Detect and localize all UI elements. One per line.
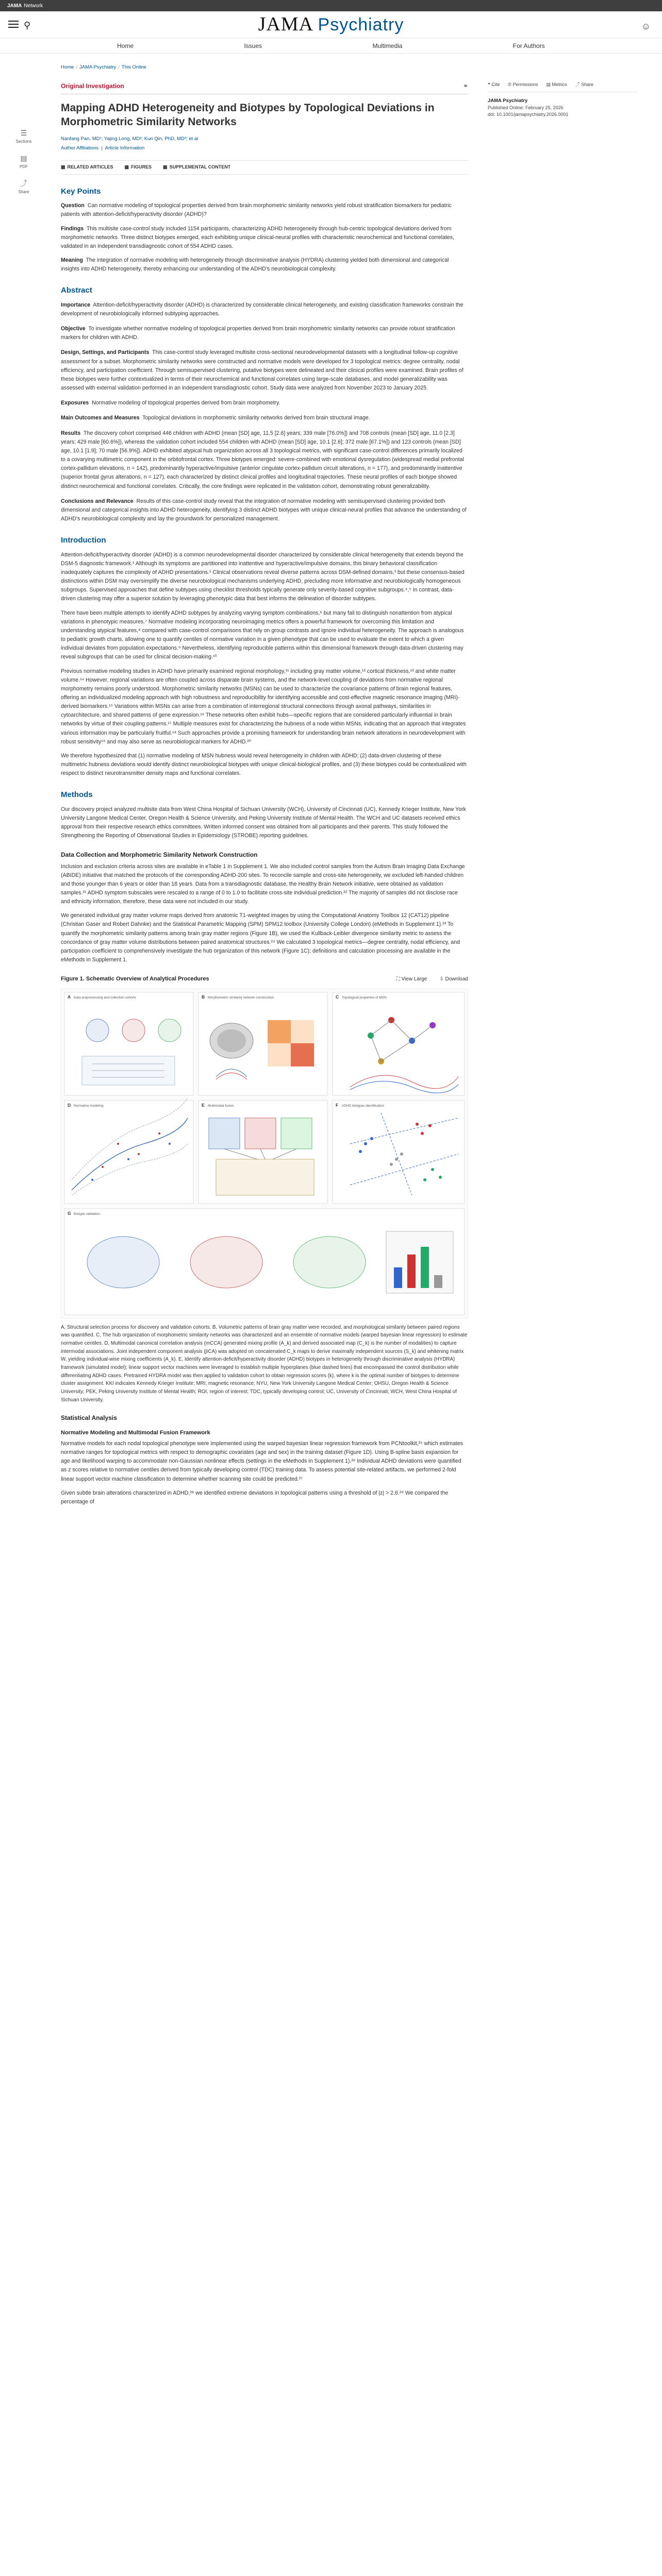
tab-figures[interactable]: ▦ FIGURES — [125, 164, 152, 171]
panel-a-letter: A — [68, 994, 71, 999]
article-tabs — [61, 160, 468, 175]
panel-f-label: ADHD biotypes identification — [342, 1104, 385, 1108]
nav-home[interactable]: Home — [117, 42, 134, 49]
normative-modeling-subheading: Normative Modeling and Multimodal Fusion Framework — [61, 1430, 210, 1436]
abstract-objective: Objective To investigate whether normative modeling of topological properties derived from brain morphometric similarity networks can provide robust stratification markers for children with ADHD. — [61, 326, 455, 341]
figure1-title: Figure 1. Schematic Overview of Analytical Procedures — [61, 976, 209, 982]
abstract-conclusions: Conclusions and Relevance Results of this case-control study reveal that the integration of normative modeling with semisupervised clustering provided both dimensional and categorical insights into ADHD heterogeneity, identifying 3 distinct ADHD biotypes with unique clinical-neural profiles that advance the understanding of ADHD's neurobiological complexity and lay the groundwork for personalized management. — [61, 498, 467, 522]
article-type: Original Investigation ⚭ — [61, 81, 468, 94]
abstract-outcomes: Main Outcomes and Measures Topological deviations in morphometric similarity networks derived from brain structural image. — [61, 415, 370, 421]
author-affiliations-link[interactable]: Author Affiliations — [61, 145, 99, 151]
figures-icon: ▦ — [124, 164, 129, 170]
network-suffix: Network — [24, 3, 43, 9]
methods-paragraph: Given subtle brain alterations characterized in ADHD,²⁸ we identified extreme deviations in topological patterns using a threshold of |z| > 2.6.²⁹ We compared the percentage of — [61, 1489, 449, 1505]
methods-heading: Methods — [61, 790, 93, 800]
intro-paragraph: We therefore hypothesized that (1) normative modeling of MSN hubness would reveal heterogeneity in children with ADHD; (2) data-driven clustering of these multimetric hubness deviations would identify distinct neurobiological biotypes with unique clinical-biological profiles, and (3) these biotypes could be contextualized with respect to distinct neurotransmitter density maps and functional correlates. — [61, 752, 467, 777]
figure1-schematic — [61, 989, 468, 1318]
methods-subheading: Data Collection and Morphometric Similarity Network Construction — [61, 851, 258, 858]
methods-paragraph: We generated individual gray matter volume maps derived from anatomic T1-weighted images by using the Computational Anatomy Toolbox 12 (CAT12) pipeline (Christian Gaser and Robert Dahnke) and the Statistical Parametric Mapping (SPM) SPM12 toolbox (University College London) (eMethods in Supplement 1).²³ To quantify the morphometric similarity patterns among brain gray matter regions (Figure 1B), we used the Kullback-Leibler divergence similarity metric to assess the concordance of gray matter volume distributions between paired anatomical structures.²⁴ We calculated 3 topological metrics—degree centrality, nodal efficiency, and participation coefficient to comprehensively investigate the hub organization of this network (Figure 1C); definitions and calculation processing are available in the eMethods in Supplement 1. — [61, 912, 460, 963]
methods-paragraph: Normative models for each nodal topological phenotype were implemented using the warped bayesian linear regression framework from PCNtoolkit,²⁵ which estimates normative ranges for topological metrics with respect to demographic covariates (age and sex) in the training dataset (Figure 1D). Using B-spline basis expansion for age and likelihood warping to accommodate non-Gaussian nonlinear effects (settings in the eMethods in Supplement 1).²⁶ Individual ADHD deviations were quantified as z scores relative to normative centiles derived from typically developing control (TDC) training data. To assess potential site-related artifacts, we performed 2-fold linear support vector machine classification to determine whether scanning site could be predicted.²⁷ — [61, 1440, 463, 1482]
share-icon: ⤴ — [20, 179, 27, 188]
breadcrumb: Home / JAMA Psychiatry / This Online — [61, 64, 146, 70]
rail-share-button[interactable]: ⤴ Share — [575, 82, 594, 87]
breadcrumb-home[interactable]: Home — [61, 64, 74, 70]
floating-side-tools — [13, 128, 34, 195]
panel-c-label: Topological properties of MSN — [342, 995, 387, 999]
methods-paragraph: Inclusion and exclusion criteria across sites are available in eTable 1 in Supplement 1. We also included control samples from the Autism Brain Imaging Data Exchange (ABIDE) initiative that matched the protocols of the corresponding ADHD-200 sites. To reconcile sample and cross-site heterogeneity, we excluded left-handed children and those younger than 6 years or older than 18 years. Data from a transdiagnostic database, the Healthy Brain Network initiative, were obtained as validation samples.²¹ ADHD symptom subscales were rescaled to a range of 0 to 1.0 to facilitate cross-site individual prediction.²² The majority of samples did not disclose race and ethnicity information, therefore, these data were not included in our study. — [61, 863, 465, 905]
panel-e-letter: E — [202, 1102, 205, 1108]
main-nav — [0, 38, 662, 54]
right-rail — [488, 81, 637, 118]
intro-paragraph: There have been multiple attempts to identify ADHD subtypes by analyzing varying symptom combinations,⁶ but many fail to distinguish nonattention from atypical variations in phenotypic measures.⁷ Normative modeling incorporating neuroimaging metrics offers a powerful framework for overcoming this limitation and understanding atypical features,⁸ compared with case-control comparisons that rely on group contrasts and ignore individual heterogeneity. The approach is analogous to pediatric growth charts, allowing one to quantify centiles of normative variation in a given phenotype that can be used to evaluate the extent to which a given individual deviates from population expectations.⁹ Nevertheless, identifying reproducible patterns within this dimensional framework through data-driven clustering may reveal subgroups that can be used for clinical decision-making.¹⁰ — [61, 609, 464, 660]
panel-f-letter: F — [336, 1102, 339, 1108]
related-icon: ▦ — [61, 164, 65, 170]
panel-d-letter: D — [68, 1102, 71, 1108]
rail-actions — [488, 81, 637, 92]
abstract-design: Design, Settings, and Participants This case-control study leveraged multisite cross-sectional neurodevelopmental datasets with a longitudinal follow-up cognitive assessment for a subset. Morphometric similarity networks were constructed and normative models were developed for 3 topological metrics: degree centrality, nodal efficiency, and participation coefficient. Through semisupervised clustering, putative biotypes were delineated and their clinical profiles were examined. Brain profiles of these biotypes were further contextualized in terms of their neurochemical and functional correlates using large-scale databases, and model generalizability was assessed with external validation performed in an independent transdiagnostic cohort. Study data were analyzed from November 2023 to January 2025. — [61, 349, 464, 392]
intro-paragraph: Previous normative modeling studies in ADHD have primarily examined regional morphology,¹¹ including gray matter volume,¹² cortical thickness,¹³ and white matter volume.¹⁴ However, regional variations are often coupled across disparate brain systems, and the network-level coupling of deviations from normative regional morphometry remains poorly understood. Morphometric similarity networks (MSNs) can be used to characterize the covariance patterns of brain regional features, offering an individualized modeling approach with high robustness and reproducibility for identifying accessible and cost-effective magnetic resonance imaging (MRI)-derived biomarkers.¹⁵ Variations within MSNs can arise from a combination of interregional structural connections through axonal pathways, similarities in cytoarchitecture, and shared patterns of gene expression.¹⁶ These networks often exhibit hubs—specific regions that are considered particularly influential in brain networks by virtue of their coupling patterns.¹⁷ Multiple measures exist for characterizing the hubness of a node within MSNs, indicating that an approach that integrates various information may be particularly fruitful.¹⁸ Such approaches provide a promising framework for understanding brain network alterations in neurodevelopment with robust sensitivity¹⁹ and may also serve as neurobiological markers for ADHD.²⁰ — [61, 668, 466, 745]
cite-button[interactable]: ❝ Cite — [488, 82, 500, 87]
article-main — [61, 81, 468, 1512]
figure1-header — [61, 975, 468, 984]
key-points-heading: Key Points — [61, 187, 101, 196]
journal-logo[interactable]: JAMA Psychiatry — [258, 13, 404, 35]
abstract-exposures: Exposures Normative modeling of topological properties derived from brain morphometry. — [61, 400, 280, 406]
rail-published: Published Online: February 25, 2026 — [488, 105, 564, 110]
metrics-button[interactable]: ▤ Metrics — [546, 82, 567, 87]
figure1-caption: A, Structural selection process for discovery and validation cohorts. B, Volumetric patterns of brain gray matter were recorded, and morphological similarity between paired regions was quantified. C, The hub organization of morphometric similarity networks was characterized and an ensemble of normative models (warped bayesian linear regression) to estimate normative centiles. D, Multimodal canonical correlation analysis (mCCA) generated mixing profile (A_k) and derived associated map (C_k) is the number of modalities) to capture intermodal associations. Joint independent component analysis (jICA) was adopted on concatenated C_k maps to derive maximally independent sources (S_k) and whitening matrix W, yielding individual-wise mixing coefficients (A_k). E, Identify attention-deficit/hyperactivity disorder (ADHD) biotypes in heterogeneity through discriminative analysis (HYDRA) framework (simulated model); linear support vector machines were leveraged to establish multiple hyperplanes (blue dashed lines) that encompassed the control distribution while differentiating ADHD cases. Pretrained HYDRA model was then applied to validation cohort to obtain regression scores (k), where k is the optimal number of biotypes to determine cluster assignment. KKI indicates Kennedy Krieger Institute; MRI, magnetic resonance; NYU, New York University Langone Medical Center; OHSU, Oregon Health & Science University; PEK, Peking University Institute of Mental Health; ROI, region of interest; TDC, typically developing control; UC, University of Cincinnati; WCH, West China Hospital of Sichuan University. — [61, 1324, 468, 1403]
panel-g-letter: G — [68, 1210, 71, 1216]
panel-b — [198, 992, 327, 1095]
figure1-image[interactable] — [61, 989, 468, 1318]
list-icon: ☰ — [20, 129, 27, 137]
rail-journal-name: JAMA Psychiatry — [488, 97, 528, 104]
panel-e-label: Multimodal fusion — [208, 1104, 234, 1108]
author-links: Author Affiliations | Article Information — [61, 145, 145, 151]
panel-a — [64, 992, 193, 1095]
breadcrumb-online[interactable]: This Online — [121, 64, 146, 70]
lock-icon[interactable]: ⚭ — [462, 82, 468, 90]
panel-f — [333, 1100, 465, 1204]
introduction-heading: Introduction — [61, 536, 106, 545]
key-points-findings: Findings This multisite case-control study included 1154 participants, characterizing ADHD heterogeneity through hub-centric topological deviations derived from morphometric networks. Three distinct biotypes emerged, each exhibiting unique clinical-neural profiles with characteristic neurochemical and functional correlates, validated in an independent transdiagnostic cohort of 554 ADHD cases. — [61, 225, 454, 249]
permissions-button[interactable]: © Permissions — [508, 82, 538, 87]
key-points-question: Question Can normative modeling of topological properties derived from brain morphometric similarity networks yield robust stratification biomarkers for pediatric patients with attention-deficit/hyperactivity disorder (ADHD)? — [61, 202, 452, 218]
network-brand[interactable]: JAMA — [7, 3, 22, 9]
panel-g-label: Biotype validation — [74, 1212, 100, 1216]
abstract-body — [61, 301, 468, 523]
rail-doi[interactable]: doi: 10.1001/jamapsychiatry.2026.0001 — [488, 112, 569, 117]
article-title: Mapping ADHD Heterogeneity and Biotypes by Topological Deviations in Morphometric Similarity Networks — [61, 102, 435, 128]
abstract-importance: Importance Attention-deficit/hyperactivity disorder (ADHD) is characterized by considerable clinical heterogeneity, and existing classification frameworks constrain the development of neurobiologically informed subtyping approaches. — [61, 301, 464, 317]
journal-banner — [0, 11, 662, 38]
pdf-icon: ▤ — [20, 154, 27, 162]
share-button[interactable]: ⤴ Share — [14, 178, 33, 195]
tab-supplemental[interactable]: ▦ SUPPLEMENTAL CONTENT — [163, 164, 230, 171]
download-button[interactable]: ⇩ Download — [439, 976, 468, 982]
panel-b-label: Morphometric similarity network construction — [208, 995, 274, 999]
panel-d — [64, 1097, 193, 1204]
author-list[interactable]: Nanfang Pan, MD¹; Yajing Long, MD²; Kun Qin, PhD, MD³; et al — [61, 135, 198, 142]
hamburger-menu-icon[interactable] — [8, 21, 19, 30]
view-large-button[interactable]: ⛶ View Large — [396, 976, 427, 982]
intro-paragraph: Attention-deficit/hyperactivity disorder (ADHD) is a common neurodevelopmental disorder characterized by considerable clinical heterogeneity that extends beyond the DSM-5 diagnostic framework.¹ Although its symptoms are partitioned into inattentive and hyperactive/impulsive domains, this binary behavioral classification inadequately captures the complexity of ADHD presentations.² Clinical observations reveal diverse patterns across DSM-defined domains,³ but these consensus-based distinctions within DSM may oversimplify the diverse neurobiological mechanisms underlying ADHD, precluding more informative and neurobiologically homogeneous subgroups. Supervised approaches that define subtypes using checklist thresholds typically generate only severity-based cognitive subgroups.⁴,⁵ In contrast, data-driven clustering may offer a superior solution by leveraging phenotypic data that best informs the delineation of disorder subtypes. — [61, 551, 465, 602]
nav-issues[interactable]: Issues — [244, 42, 262, 49]
user-account-icon[interactable]: ☺ — [641, 21, 651, 31]
supplemental-icon: ▦ — [163, 164, 168, 170]
panel-c — [333, 992, 465, 1095]
panel-d-label: Normative modeling — [74, 1104, 104, 1108]
sections-button[interactable]: ☰ Sections — [14, 128, 33, 145]
nav-for-authors[interactable]: For Authors — [512, 42, 545, 49]
key-points-meaning: Meaning The integration of normative modeling with heterogeneity through discriminative analysis (HYDRA) clustering yielded both dimensional and categorical insights into ADHD heterogeneity, thereby enhancing our understanding of the ADHD's neurobiological complexity. — [61, 257, 449, 273]
article-information-link[interactable]: Article Information — [105, 145, 145, 151]
search-icon[interactable]: ⚲ — [24, 20, 31, 30]
pdf-button[interactable]: ▤ PDF — [14, 153, 33, 170]
breadcrumb-journal[interactable]: JAMA Psychiatry — [79, 64, 117, 70]
tab-related-articles[interactable]: ▦ RELATED ARTICLES — [61, 164, 113, 171]
methods-paragraph: Our discovery project analyzed multisite data from West China Hospital of Sichuan University (WCH), University of Cincinnati (UC), Kennedy Krieger Institute, New York University Langone Medical Center, Oregon Health & Science University, and Peking University Institute of Mental Health. The WCH and UC datasets received ethics approval from their respective research ethics committees. Written informed consent was obtained from all participants and their parents. This study followed the Strengthening the Reporting of Observational Studies in Epidemiology (STROBE) reporting guidelines. — [61, 806, 466, 839]
panel-a-label: Data preprocessing and collection cohorts — [74, 995, 137, 999]
nav-multimedia[interactable]: Multimedia — [372, 42, 403, 49]
statistical-analysis-heading: Statistical Analysis — [61, 1414, 117, 1422]
panel-b-letter: B — [202, 994, 205, 999]
panel-c-letter: C — [336, 994, 339, 999]
panel-e — [198, 1100, 327, 1204]
abstract-heading: Abstract — [61, 286, 92, 295]
panel-g — [64, 1209, 465, 1315]
abstract-results: Results The discovery cohort comprised 446 children with ADHD (mean [SD] age, 11.5 [2.6] years; 339 male [76.0%]) and 708 controls (mean [SD] age, 11.0 [2.3] years; 429 male [60.6%]), whereas the validation cohort included 554 children with ADHD (mean [SD] age, 10.1 [2.6]; 372 male [67.1%]) and 123 controls (mean [SD] age, 10.1 [1.9]; 70 male [56.9%]). ADHD exhibited atypical hub organization across all 3 topological metrics, with significant case-control differences primarily localized to a covarying multimetric component in the orbitofrontal cortex. Three biotypes emerged: severe-combined with emotional dysregulation (widespread medial prefrontal cortex-pallidum elevations, n = 142), predominantly hyperactive/impulsive (anterior cingulate cortex-pallidum circuit alterations, n = 177), and predominantly inattentive (superior frontal gyrus alterations, n = 127), each characterized by distinct clinical profiles and longitudinal trajectories. These neural profiles of each biotype showed distinct neurochemical and functional correlates. Critically, the core findings were replicated in the validation cohort, demonstrating robust generalizability. — [61, 430, 464, 489]
